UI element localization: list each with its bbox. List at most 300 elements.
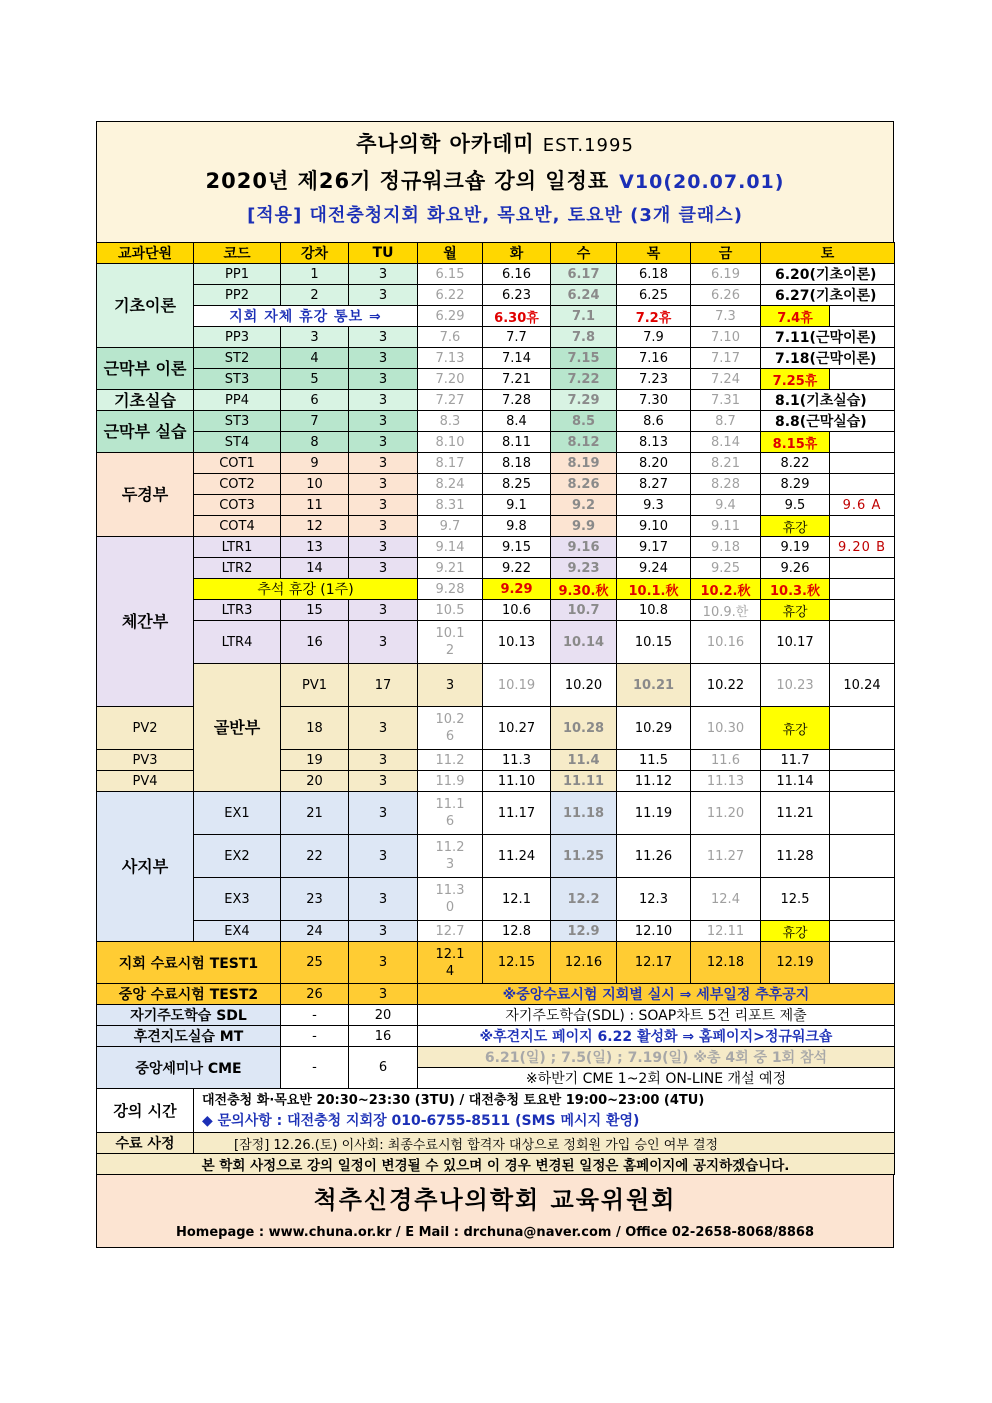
tu-value: 3 <box>349 348 418 369</box>
completion-tag: [잠정] 12.26.(토) 이사회 <box>234 1137 380 1153</box>
date-sat: 7.25휴 <box>761 369 830 390</box>
extra-date <box>830 835 895 878</box>
date-wed: 9.23 <box>551 558 617 579</box>
date-thu: 9.17 <box>617 537 691 558</box>
lecture-number: 13 <box>281 537 349 558</box>
date-tue: 11.3 <box>483 750 551 771</box>
course-code: PV3 <box>97 750 194 771</box>
date-fri: 9.11 <box>691 516 761 537</box>
tu-value: 3 <box>349 558 418 579</box>
date-tue: 10.13 <box>483 621 551 664</box>
course-code: EX3 <box>194 878 281 921</box>
date-thu: 8.20 <box>617 453 691 474</box>
date-fri: 9.4 <box>691 495 761 516</box>
course-code: PV2 <box>97 707 194 750</box>
lecture-number: 2 <box>281 285 349 306</box>
lecture-number: 7 <box>281 411 349 432</box>
date-mon: 7.13 <box>418 348 483 369</box>
table-row-ltr4 <box>97 621 895 664</box>
lecture-number: 20 <box>281 771 349 792</box>
table-row-notice-line <box>97 1154 895 1175</box>
completion-detail <box>194 1133 895 1154</box>
date-tue: 11.24 <box>483 835 551 878</box>
lecture-number: 3 <box>281 327 349 348</box>
table-row-ltr3 <box>97 600 895 621</box>
course-code: EX2 <box>194 835 281 878</box>
course-code: COT3 <box>194 495 281 516</box>
date-mon: 9.7 <box>418 516 483 537</box>
table-row-pp3 <box>97 327 895 348</box>
lecture-number: 6 <box>281 390 349 411</box>
date-fri: 11.27 <box>691 835 761 878</box>
date-tue: 11.10 <box>483 771 551 792</box>
tu-value: 3 <box>349 707 418 750</box>
date-mon: 10.5 <box>418 600 483 621</box>
extra-date <box>830 306 895 327</box>
header-line2 <box>97 162 893 201</box>
extra-date <box>830 558 895 579</box>
date-wed: 10.21 <box>617 664 691 707</box>
tu-value: 3 <box>349 369 418 390</box>
col-tue: 화 <box>483 243 551 264</box>
table-row-ltr2 <box>97 558 895 579</box>
course-code: EX4 <box>194 921 281 942</box>
table-row-ltr1 <box>97 537 895 558</box>
col-code: 코드 <box>194 243 281 264</box>
date-tue: 8.4 <box>483 411 551 432</box>
cme-tu: 6 <box>349 1047 418 1089</box>
date-tue: 7.7 <box>483 327 551 348</box>
date-fri: 11.13 <box>691 771 761 792</box>
contact-info: ◆ 문의사항 : 대전충청 지회장 010-6755-8511 (SMS 메시지 환영) <box>202 1112 640 1129</box>
date-fri: 7.3 <box>691 306 761 327</box>
date-tue: 7.14 <box>483 348 551 369</box>
date-sat: 8.22 <box>761 453 830 474</box>
schedule-title: 2020년 제26기 정규워크숍 강의 일정표 <box>205 169 610 193</box>
date-fri: 11.20 <box>691 792 761 835</box>
tu-value: 3 <box>349 453 418 474</box>
date-thu: 8.6 <box>617 411 691 432</box>
table-row-pp1 <box>97 264 895 285</box>
date-fri: 8.21 <box>691 453 761 474</box>
col-thu: 목 <box>617 243 691 264</box>
section-pelvis: 골반부 <box>194 664 281 792</box>
lecture-number: 10 <box>281 474 349 495</box>
date-mon: 8.10 <box>418 432 483 453</box>
table-row-lecture-time <box>97 1089 895 1133</box>
date-fri: 6.26 <box>691 285 761 306</box>
course-code: COT1 <box>194 453 281 474</box>
section-basic: 기초이론 <box>97 264 194 348</box>
lecture-time-label: 강의 시간 <box>97 1089 194 1133</box>
date-fri: 11.6 <box>691 750 761 771</box>
lecture-number: 12 <box>281 516 349 537</box>
lecture-number: 4 <box>281 348 349 369</box>
date-mon: 9.21 <box>418 558 483 579</box>
tu-value: 3 <box>418 664 483 707</box>
date-thu: 11.26 <box>617 835 691 878</box>
date-mon: 11.16 <box>418 792 483 835</box>
date-wed: 6.17 <box>551 264 617 285</box>
date-thu: 7.30 <box>617 390 691 411</box>
table-row-cme <box>97 1047 895 1068</box>
date-sat: 휴강 <box>761 921 830 942</box>
mt-tu: 16 <box>349 1026 418 1047</box>
date-tue: 6.30휴 <box>483 306 551 327</box>
date-sat: 8.8(근막실습) <box>761 411 895 432</box>
lecture-number: 14 <box>281 558 349 579</box>
date-wed: 9.16 <box>551 537 617 558</box>
section-head_neck: 두경부 <box>97 453 194 537</box>
date-fri: 7.17 <box>691 348 761 369</box>
date-fri: 7.31 <box>691 390 761 411</box>
date-wed: 11.25 <box>551 835 617 878</box>
date-sat: 9.5 <box>761 495 830 516</box>
date-thu: 7.16 <box>617 348 691 369</box>
table-row-cot1 <box>97 453 895 474</box>
table-row-pp4 <box>97 390 895 411</box>
date-wed: 9.9 <box>551 516 617 537</box>
date-mon: 7.27 <box>418 390 483 411</box>
date-mon: 6.22 <box>418 285 483 306</box>
version-label: V10(20.07.01) <box>619 171 785 193</box>
applies-to-line: [적용] 대전충청지회 화요반, 목요반, 토요반 (3개 클래스) <box>247 205 743 226</box>
sdl-tu: 20 <box>349 1005 418 1026</box>
lecture-number: 15 <box>281 600 349 621</box>
date-fri: 8.14 <box>691 432 761 453</box>
table-row-completion <box>97 1133 895 1154</box>
date-wed: 8.26 <box>551 474 617 495</box>
table-row-test2 <box>97 984 895 1005</box>
date-wed: 11.4 <box>551 750 617 771</box>
date-thu: 7.2휴 <box>617 306 691 327</box>
date-sat: 11.7 <box>761 750 830 771</box>
test1-wed: 12.16 <box>551 942 617 984</box>
extra-date: 9.20 B <box>830 537 895 558</box>
extra-date <box>830 453 895 474</box>
course-code: COT4 <box>194 516 281 537</box>
date-wed: 8.12 <box>551 432 617 453</box>
lecture-number: 16 <box>281 621 349 664</box>
date-wed: 7.8 <box>551 327 617 348</box>
row-label: 추석 휴강 (1주) <box>194 579 418 600</box>
date-thu: 12.3 <box>617 878 691 921</box>
tu-value: 3 <box>349 537 418 558</box>
test2-note: ※중앙수료시험 지회별 실시 ⇒ 세부일정 추후공지 <box>418 984 895 1005</box>
date-wed: 7.15 <box>551 348 617 369</box>
date-sat: 7.11(근막이론) <box>761 327 895 348</box>
date-thu: 8.27 <box>617 474 691 495</box>
date-sat: 11.14 <box>761 771 830 792</box>
test1-sat: 12.19 <box>761 942 830 984</box>
date-sat: 10.24 <box>830 664 895 707</box>
date-thu: 9.24 <box>617 558 691 579</box>
cme-label: 중앙세미나 CME <box>97 1047 281 1089</box>
table-row-mt <box>97 1026 895 1047</box>
cme-number: - <box>281 1047 349 1089</box>
test1-mon: 12.14 <box>418 942 483 984</box>
date-wed: 7.29 <box>551 390 617 411</box>
course-code: PP3 <box>194 327 281 348</box>
table-row-sdl <box>97 1005 895 1026</box>
col-mon: 월 <box>418 243 483 264</box>
date-mon: 11.30 <box>418 878 483 921</box>
tu-value: 3 <box>349 792 418 835</box>
tu-value: 3 <box>349 771 418 792</box>
tu-value: 3 <box>349 516 418 537</box>
tu-value: 3 <box>349 750 418 771</box>
header-line1 <box>97 122 893 162</box>
tu-value: 3 <box>349 921 418 942</box>
date-thu: 9.10 <box>617 516 691 537</box>
table-row-cot2 <box>97 474 895 495</box>
course-code: PP4 <box>194 390 281 411</box>
extra-date <box>830 516 895 537</box>
date-tue: 8.11 <box>483 432 551 453</box>
course-code: LTR1 <box>194 537 281 558</box>
lecture-number: 22 <box>281 835 349 878</box>
date-mon: 10.26 <box>418 707 483 750</box>
test1-tue: 12.15 <box>483 942 551 984</box>
date-tue: 6.23 <box>483 285 551 306</box>
col-wed: 수 <box>551 243 617 264</box>
lecture-hours: 대전충청 화·목요반 20:30~23:30 (3TU) / 대전충청 토요반 19:00~23:00 (4TU) <box>202 1092 705 1108</box>
date-thu: 10.22 <box>691 664 761 707</box>
date-tue: 9.29 <box>483 579 551 600</box>
section-limbs: 사지부 <box>97 792 194 942</box>
lecture-number: 1 <box>281 264 349 285</box>
table-row-pv1 <box>97 664 895 707</box>
section-muscle_theory: 근막부 이론 <box>97 348 194 390</box>
course-code: PV4 <box>97 771 194 792</box>
schedule-change-notice: 본 학회 사정으로 강의 일정이 변경될 수 있으며 이 경우 변경된 일정은 홈페이지에 공지하겠습니다. <box>97 1154 895 1175</box>
course-code: LTR2 <box>194 558 281 579</box>
tu-value: 3 <box>349 432 418 453</box>
date-fri: 10.2.秋 <box>691 579 761 600</box>
test1-label: 지회 수료시험 TEST1 <box>97 942 281 984</box>
date-sat: 10.17 <box>761 621 830 664</box>
date-thu: 6.25 <box>617 285 691 306</box>
schedule-table <box>96 242 895 1175</box>
date-wed: 6.24 <box>551 285 617 306</box>
date-mon: 9.14 <box>418 537 483 558</box>
date-sat: 6.27(기초이론) <box>761 285 895 306</box>
col-tu: TU <box>349 243 418 264</box>
academy-name: 추나의학 아카데미 <box>356 132 535 156</box>
date-tue: 10.27 <box>483 707 551 750</box>
date-sat: 11.28 <box>761 835 830 878</box>
date-tue: 10.20 <box>551 664 617 707</box>
date-sat: 12.5 <box>761 878 830 921</box>
date-thu: 7.23 <box>617 369 691 390</box>
date-fri: 7.10 <box>691 327 761 348</box>
table-row-st3a <box>97 369 895 390</box>
section-muscle_practice: 근막부 실습 <box>97 411 194 453</box>
date-sat: 7.4휴 <box>761 306 830 327</box>
table-row-notice <box>97 306 895 327</box>
sdl-note: 자기주도학습(SDL) : SOAP차트 5건 리포트 제출 <box>418 1005 895 1026</box>
date-mon: 11.9 <box>418 771 483 792</box>
date-sat: 6.20(기초이론) <box>761 264 895 285</box>
lecture-number: 21 <box>281 792 349 835</box>
tu-value: 3 <box>349 264 418 285</box>
date-wed: 9.2 <box>551 495 617 516</box>
cme-note1: 6.21(일) ; 7.5(일) ; 7.19(일) ※총 4회 중 1회 참석 <box>418 1047 895 1068</box>
date-mon: 10.19 <box>483 664 551 707</box>
date-fri: 10.16 <box>691 621 761 664</box>
extra-date <box>830 921 895 942</box>
extra-date <box>830 792 895 835</box>
tu-value: 3 <box>349 621 418 664</box>
footer-contact: Homepage : www.chuna.or.kr / E Mail : drchuna@naver.com / Office 02-2658-8068/8868 <box>175 1225 815 1240</box>
table-row-ex1 <box>97 792 895 835</box>
date-wed: 10.14 <box>551 621 617 664</box>
date-tue: 6.16 <box>483 264 551 285</box>
extra-date <box>830 707 895 750</box>
date-fri: 9.25 <box>691 558 761 579</box>
lecture-number: 18 <box>281 707 349 750</box>
extra-date <box>830 369 895 390</box>
course-code: PP1 <box>194 264 281 285</box>
date-tue: 9.22 <box>483 558 551 579</box>
date-sat: 8.15휴 <box>761 432 830 453</box>
lecture-time-detail <box>194 1089 895 1133</box>
extra-date <box>830 432 895 453</box>
date-wed: 8.19 <box>551 453 617 474</box>
date-wed: 12.2 <box>551 878 617 921</box>
date-tue: 7.21 <box>483 369 551 390</box>
col-no: 강차 <box>281 243 349 264</box>
date-fri: 10.23 <box>761 664 830 707</box>
col-unit: 교과단원 <box>97 243 194 264</box>
table-row-chuseok <box>97 579 895 600</box>
date-thu: 10.8 <box>617 600 691 621</box>
tu-value: 3 <box>349 390 418 411</box>
test1-extra <box>830 942 895 984</box>
date-wed: 8.5 <box>551 411 617 432</box>
course-code: PP2 <box>194 285 281 306</box>
test1-fri: 12.18 <box>691 942 761 984</box>
date-wed: 12.9 <box>551 921 617 942</box>
tu-value: 3 <box>349 474 418 495</box>
lecture-number: 17 <box>349 664 418 707</box>
table-row-st4 <box>97 432 895 453</box>
column-header-row <box>97 243 895 264</box>
extra-date <box>830 579 895 600</box>
date-thu: 11.5 <box>617 750 691 771</box>
date-thu: 10.15 <box>617 621 691 664</box>
date-fri: 9.18 <box>691 537 761 558</box>
date-fri: 7.24 <box>691 369 761 390</box>
date-wed: 10.28 <box>551 707 617 750</box>
table-row-cot3 <box>97 495 895 516</box>
table-row-cot4 <box>97 516 895 537</box>
tu-value: 3 <box>349 878 418 921</box>
table-row-ex4 <box>97 921 895 942</box>
mt-number: - <box>281 1026 349 1047</box>
tu-value: 3 <box>349 285 418 306</box>
lecture-number: 9 <box>281 453 349 474</box>
date-fri: 10.9.한 <box>691 600 761 621</box>
date-tue: 12.1 <box>483 878 551 921</box>
date-wed: 7.1 <box>551 306 617 327</box>
extra-date <box>830 621 895 664</box>
date-thu: 12.10 <box>617 921 691 942</box>
table-row-ex3 <box>97 878 895 921</box>
date-wed: 7.22 <box>551 369 617 390</box>
date-sat: 8.1(기초실습) <box>761 390 895 411</box>
date-thu: 9.3 <box>617 495 691 516</box>
date-tue: 10.6 <box>483 600 551 621</box>
extra-date: 9.6 A <box>830 495 895 516</box>
course-code: ST3 <box>194 369 281 390</box>
date-thu: 11.12 <box>617 771 691 792</box>
document-footer <box>96 1175 894 1248</box>
completion-label: 수료 사정 <box>97 1133 194 1154</box>
tu-value: 3 <box>349 411 418 432</box>
date-thu: 10.1.秋 <box>617 579 691 600</box>
lecture-number: 11 <box>281 495 349 516</box>
footer-org: 척추신경추나의학회 교육위원회 <box>313 1186 677 1214</box>
date-sat: 휴강 <box>761 707 830 750</box>
date-fri: 8.7 <box>691 411 761 432</box>
tu-value: 3 <box>349 495 418 516</box>
test2-label: 중앙 수료시험 TEST2 <box>97 984 281 1005</box>
test1-tu: 3 <box>349 942 418 984</box>
lecture-number: 5 <box>281 369 349 390</box>
date-thu: 6.18 <box>617 264 691 285</box>
date-wed: 11.18 <box>551 792 617 835</box>
schedule-document <box>96 121 894 1248</box>
date-mon: 12.7 <box>418 921 483 942</box>
tu-value: 3 <box>349 835 418 878</box>
date-sat: 11.21 <box>761 792 830 835</box>
date-sat: 8.29 <box>761 474 830 495</box>
date-sat: 휴강 <box>761 600 830 621</box>
course-code: ST2 <box>194 348 281 369</box>
row-label: 지회 자체 휴강 통보 ⇒ <box>194 306 418 327</box>
date-thu: 11.19 <box>617 792 691 835</box>
table-row-test1 <box>97 942 895 984</box>
date-tue: 11.17 <box>483 792 551 835</box>
tu-value: 3 <box>349 327 418 348</box>
course-code: ST3 <box>194 411 281 432</box>
date-thu: 7.9 <box>617 327 691 348</box>
date-mon: 8.17 <box>418 453 483 474</box>
date-mon: 11.23 <box>418 835 483 878</box>
date-wed: 11.11 <box>551 771 617 792</box>
date-tue: 9.8 <box>483 516 551 537</box>
course-code: EX1 <box>194 792 281 835</box>
extra-date <box>830 474 895 495</box>
est-label: EST.1995 <box>542 135 634 156</box>
table-row-ex2 <box>97 835 895 878</box>
date-thu: 8.13 <box>617 432 691 453</box>
document-header <box>96 121 894 242</box>
date-sat: 휴강 <box>761 516 830 537</box>
date-fri: 12.4 <box>691 878 761 921</box>
date-mon: 9.28 <box>418 579 483 600</box>
extra-date <box>830 878 895 921</box>
table-row-pp2 <box>97 285 895 306</box>
date-fri: 10.30 <box>691 707 761 750</box>
date-tue: 8.25 <box>483 474 551 495</box>
date-thu: 10.29 <box>617 707 691 750</box>
date-tue: 9.1 <box>483 495 551 516</box>
date-tue: 12.8 <box>483 921 551 942</box>
extra-date <box>830 771 895 792</box>
date-mon: 10.12 <box>418 621 483 664</box>
